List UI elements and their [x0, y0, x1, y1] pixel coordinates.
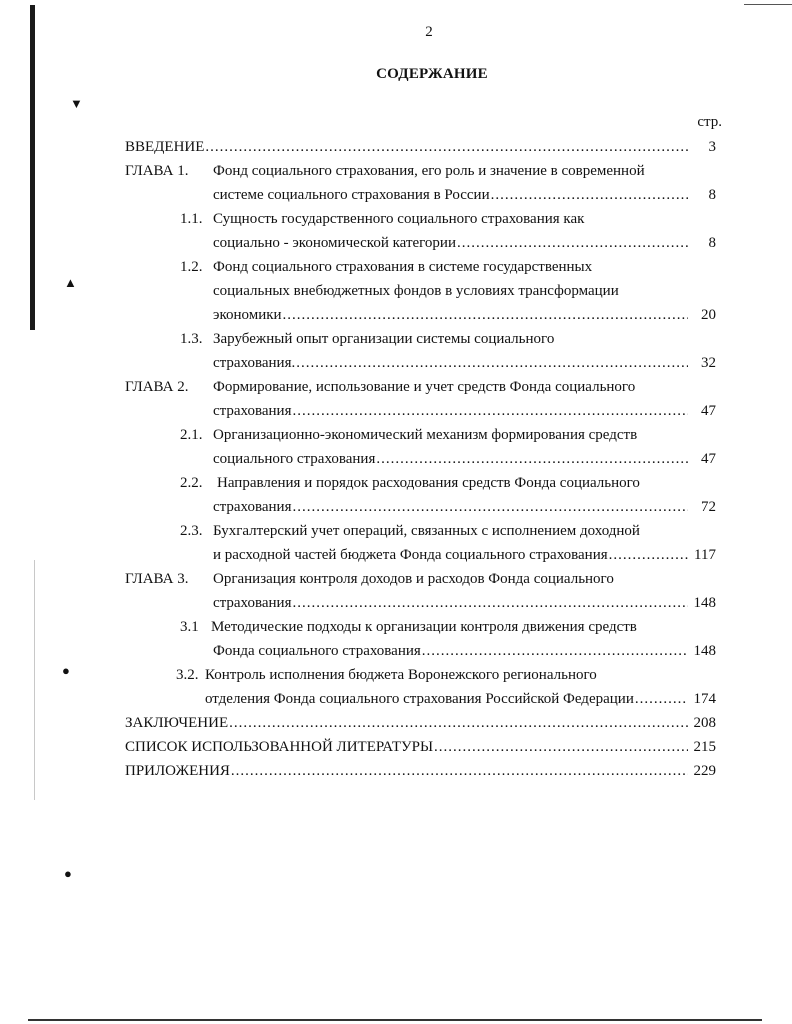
toc-entry-chapter-1[interactable]: [125, 159, 716, 183]
toc-text: Контроль исполнения бюджета Воронежского регионального: [205, 667, 597, 683]
dot-leader: [434, 735, 688, 759]
dot-leader: [635, 687, 688, 711]
chapter-number: ГЛАВА 2.: [125, 379, 189, 395]
binding-hole-icon: ●: [62, 663, 70, 678]
toc-entry-chapter-2[interactable]: [125, 375, 716, 399]
dot-leader: [229, 711, 688, 735]
dot-leader: [292, 591, 688, 615]
dot-leader: [292, 399, 688, 423]
binding-hole-icon: ●: [64, 866, 72, 881]
toc-entry-section-1-3[interactable]: [125, 327, 716, 351]
dot-leader: [296, 351, 688, 375]
dot-leader: [457, 231, 688, 255]
toc-page: 148: [693, 595, 716, 611]
page-number: 2: [425, 24, 433, 40]
toc-page: 47: [701, 451, 716, 467]
toc-text: Организационно-экономический механизм формирования средств: [213, 427, 638, 443]
scan-bottom-line: [28, 1019, 762, 1021]
dot-leader: [292, 495, 688, 519]
section-number: 2.3.: [180, 523, 203, 539]
toc-entry-section-3-2[interactable]: [125, 663, 716, 687]
section-number: 3.2.: [176, 667, 199, 683]
binding-hole-icon: ▲: [64, 275, 77, 290]
dot-leader: [283, 303, 688, 327]
toc-text: Формирование, использование и учет средств Фонда социального: [213, 379, 636, 395]
toc-text: Сущность государственного социального страхования как: [213, 211, 585, 227]
toc-label: ПРИЛОЖЕНИЯ: [125, 763, 230, 779]
toc-entry-section-2-1[interactable]: [125, 423, 716, 447]
toc-text: Фонда социального страхования: [213, 643, 421, 659]
toc-text: страхования.: [213, 355, 296, 371]
chapter-number: ГЛАВА 1.: [125, 163, 189, 179]
toc-text: и расходной частей бюджета Фонда социального страхования: [213, 547, 608, 563]
toc-page: 208: [693, 715, 716, 731]
toc-text: социально - экономической категории: [213, 235, 456, 251]
toc-label: ЗАКЛЮЧЕНИЕ: [125, 715, 229, 731]
dot-leader: [422, 639, 688, 663]
toc-text: страхования: [213, 499, 292, 515]
scan-top-line: [744, 4, 792, 5]
section-number: 1.3.: [180, 331, 203, 347]
toc-entry-section-2-3[interactable]: [125, 519, 716, 543]
toc-text: экономики: [213, 307, 282, 323]
section-number: 3.1: [180, 619, 199, 635]
toc-label: СПИСОК ИСПОЛЬЗОВАННОЙ ЛИТЕРАТУРЫ: [125, 739, 434, 755]
toc-text: социального страхования: [213, 451, 376, 467]
toc-entry-conclusion[interactable]: [125, 711, 716, 735]
toc-text: страхования: [213, 403, 292, 419]
toc-text: Бухгалтерский учет операций, связанных с исполнением доходной: [213, 523, 640, 539]
toc-text: Методические подходы к организации контроля движения средств: [211, 619, 637, 635]
toc-page: 229: [693, 763, 716, 779]
toc-entry-section-1-1[interactable]: [125, 207, 716, 231]
toc-entry-section-3-1[interactable]: [125, 615, 716, 639]
toc-text: Зарубежный опыт организации системы социального: [213, 331, 555, 347]
toc-text: страхования: [213, 595, 292, 611]
toc-page: 3: [708, 139, 716, 155]
toc-page: 8: [708, 235, 716, 251]
toc-page: 174: [693, 691, 716, 707]
toc-text: Направления и порядок расходования средств Фонда социального: [217, 475, 640, 491]
toc-entry-section-2-2[interactable]: [125, 471, 716, 495]
toc-page: 215: [693, 739, 716, 755]
table-of-contents: [125, 135, 716, 783]
toc-entry-section-1-2[interactable]: [125, 255, 716, 279]
toc-page: 148: [693, 643, 716, 659]
page-title: СОДЕРЖАНИЕ: [376, 66, 488, 82]
toc-entry-introduction[interactable]: [125, 135, 716, 159]
toc-page: 47: [701, 403, 716, 419]
toc-page: 32: [701, 355, 716, 371]
dot-leader: [205, 135, 688, 159]
toc-page: 72: [701, 499, 716, 515]
toc-text: Фонд социального страхования в системе государственных: [213, 259, 593, 275]
toc-page: 8: [708, 187, 716, 203]
scan-edge-line: [34, 560, 35, 800]
chapter-number: ГЛАВА 3.: [125, 571, 189, 587]
toc-text: Организация контроля доходов и расходов Фонда социального: [213, 571, 614, 587]
scan-edge-mark: [30, 5, 35, 330]
toc-entry-chapter-3[interactable]: [125, 567, 716, 591]
binding-hole-icon: ▼: [70, 96, 83, 111]
dot-leader: [491, 183, 688, 207]
section-number: 1.1.: [180, 211, 203, 227]
toc-text: социальных внебюджетных фондов в условиях трансформации: [213, 283, 619, 299]
toc-text: системе социального страхования в России: [213, 187, 490, 203]
toc-text: Фонд социального страхования, его роль и значение в современной: [213, 163, 645, 179]
dot-leader: [231, 759, 688, 783]
dot-leader: [609, 543, 688, 567]
toc-entry-references[interactable]: [125, 735, 716, 759]
toc-label: ВВЕДЕНИЕ: [125, 139, 205, 155]
section-number: 2.1.: [180, 427, 203, 443]
toc-page: 117: [694, 547, 716, 563]
toc-entry-appendices[interactable]: [125, 759, 716, 783]
toc-page: 20: [701, 307, 716, 323]
toc-text: отделения Фонда социального страхования Российской Федерации: [205, 691, 634, 707]
page-column-header: стр.: [697, 114, 722, 130]
section-number: 1.2.: [180, 259, 203, 275]
section-number: 2.2.: [180, 475, 203, 491]
dot-leader: [376, 447, 688, 471]
